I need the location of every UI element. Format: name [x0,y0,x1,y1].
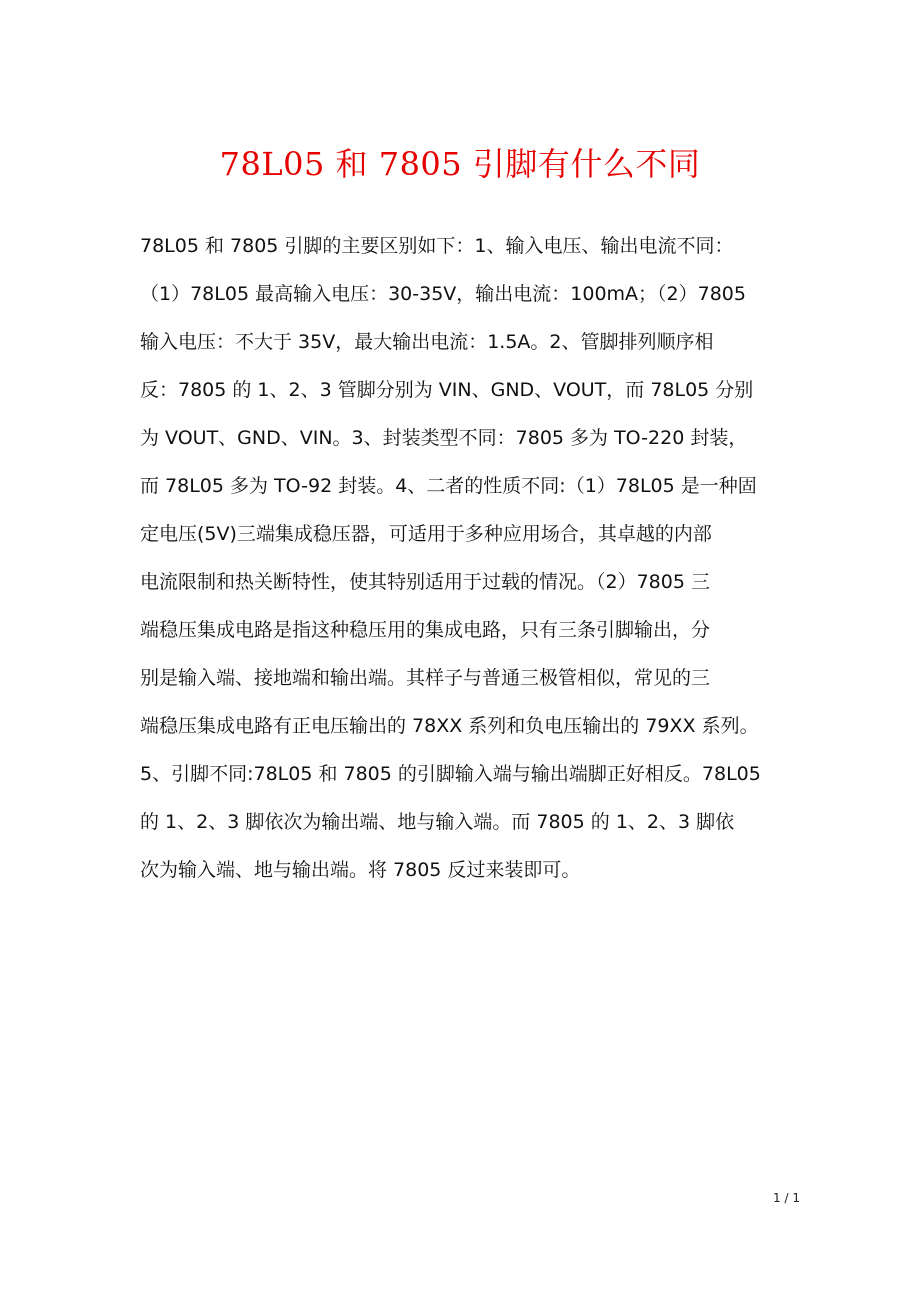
document-title: 78L05 和 7805 引脚有什么不同 [219,145,701,183]
body-line: 5、引脚不同:78L05 和 7805 的引脚输入端与输出端脚正好相反。78L05 [140,763,761,785]
body-line: 78L05 和 7805 引脚的主要区别如下：1、输入电压、输出电流不同： [140,235,734,257]
body-line: 端稳压集成电路是指这种稳压用的集成电路，只有三条引脚输出，分 [140,619,711,641]
document-body [140,222,800,894]
page-number: 1 / 1 [773,1191,800,1205]
body-line: 别是输入端、接地端和输出端。其样子与普通三极管相似，常见的三 [140,667,711,689]
body-line: 而 78L05 多为 TO-92 封装。4、二者的性质不同:（1）78L05 是一种固 [140,475,757,497]
body-line: 反：7805 的 1、2、3 管脚分别为 VIN、GND、VOUT，而 78L05 分别 [140,379,754,401]
body-line: 次为输入端、地与输出端。将 7805 反过来装即可。 [140,859,581,881]
body-line: 的 1、2、3 脚依次为输出端、地与输入端。而 7805 的 1、2、3 脚依 [140,811,735,833]
body-line: （1）78L05 最高输入电压：30-35V，输出电流：100mA；（2）7805 [140,283,746,305]
body-line: 为 VOUT、GND、VIN。3、封装类型不同：7805 多为 TO-220 封装， [140,427,748,449]
body-line: 端稳压集成电路有正电压输出的 78XX 系列和负电压输出的 79XX 系列。 [140,715,759,737]
body-line: 定电压(5V)三端集成稳压器，可适用于多种应用场合，其卓越的内部 [140,523,712,545]
body-line: 输入电压：不大于 35V，最大输出电流：1.5A。2、管脚排列顺序相 [140,331,714,353]
body-line: 电流限制和热关断特性，使其特别适用于过载的情况。（2）7805 三 [140,571,710,593]
